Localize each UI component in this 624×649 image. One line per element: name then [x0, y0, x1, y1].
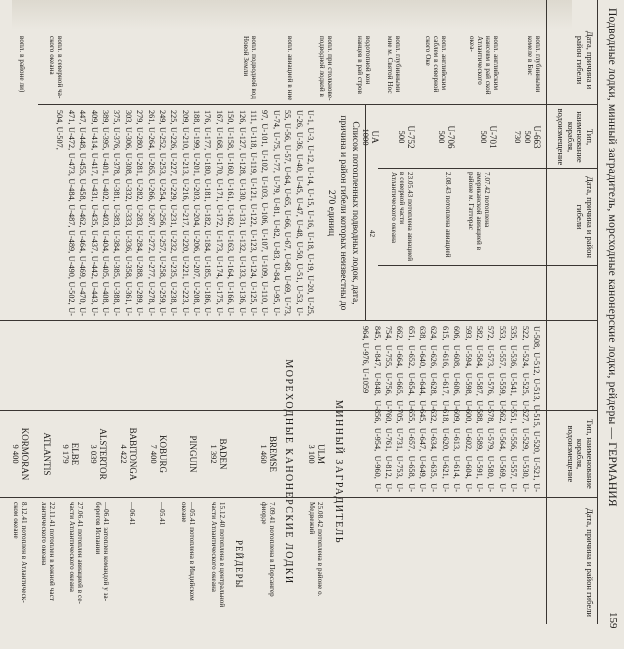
ship-tons-2: 730 — [512, 130, 523, 144]
table-row — [512, 108, 542, 166]
ship-name: UA — [370, 130, 380, 144]
page-number: 159 — [607, 612, 619, 629]
ship-tons: 7 400 — [148, 444, 159, 464]
ship-name: KOBURG — [158, 434, 168, 473]
running-title: Подводные лодки, минный заградитель, морcходные канонерские лодки, рейдеры — ГЕРМАНИЯ — [606, 8, 618, 507]
ship-fate: 7.07.42 потоплена американской авиацией в районе м. Гаттерас — [466, 172, 491, 251]
ship-tons: 1 392 — [208, 444, 219, 464]
header-ship-left: Тип, наименование корабля, водоизмещение — [556, 108, 595, 166]
ship-tons: 9 179 — [60, 444, 71, 464]
page-shadow — [12, 0, 572, 30]
column-rule-4 — [0, 320, 598, 321]
table-header-rule — [546, 0, 547, 624]
ship-tons: 1 460 — [258, 444, 269, 464]
ship-fate: 42 — [368, 230, 376, 238]
ship-name: U-663 — [532, 125, 542, 149]
left-fate-6: вопл. при столкнове- подводной лодкой в — [317, 36, 334, 101]
ship-name: PINGUIN — [188, 435, 198, 473]
ship-tons: 3 100 — [306, 444, 317, 464]
table-row — [436, 108, 456, 166]
ship-fate: —05.41 потоплена в Индийском океане — [179, 502, 196, 601]
header-ship-right: Тип, наименование корабля, водоизмещение — [565, 419, 595, 489]
left-fate-9: вопл. в северной ча- ского океана — [47, 36, 64, 99]
column-rule-2 — [378, 168, 598, 169]
left-fate-4: вопл. глубинными мие м. Святой Нос — [385, 36, 402, 94]
ship-name: BREMSE — [268, 435, 278, 472]
left-fate-5: водотопной кон нанцев в рай стров — [355, 36, 372, 95]
ship-name: KORMORAN — [20, 427, 30, 481]
section-raiders: РЕЙДЕРЫ — [234, 540, 244, 589]
table-row — [118, 414, 138, 494]
ship-name: U-701 — [488, 125, 498, 149]
summary-rule — [365, 104, 366, 320]
ship-fate: —05.41 — [158, 502, 166, 526]
ship-tons: 3 039 — [88, 444, 99, 464]
ship-name: U-752 — [406, 125, 416, 149]
table-row — [188, 414, 198, 494]
left-fate-1: вопл. глубинными комеле в Бис — [525, 36, 542, 93]
table-row — [42, 414, 52, 494]
ship-name: ULM — [316, 444, 326, 464]
ship-fate: —06.41 затоплен командой у за- берегов Испании — [93, 502, 110, 602]
ship-fate: 7.09.41 потоплена в Порсангер фиорде — [259, 502, 276, 597]
ship-tons: 500 — [436, 130, 447, 144]
ship-tons: 500 — [478, 130, 489, 144]
ship-name: BADEN — [218, 438, 228, 470]
ship-fate: 23.05.43 потоплена авиацией в северной части Атлантического океана — [389, 172, 414, 262]
ship-tons: 1000 — [360, 128, 371, 146]
section-minelayer: МИННЫЙ ЗАГРАДИТЕЛЬ — [333, 399, 344, 545]
table-row — [478, 108, 498, 166]
ship-tons: 500 — [522, 130, 533, 144]
table-row — [360, 108, 380, 166]
ship-fate: —06.41 — [128, 502, 136, 526]
ship-fate: 22.11.41 потоплен в южной част лантического океана — [39, 502, 56, 601]
ship-fate: 8.12.41 потоплен в Атлантическ- ском океане — [11, 502, 28, 603]
ship-name: ALSTERTOR — [98, 428, 108, 480]
table-row — [60, 414, 80, 494]
table-row — [10, 414, 30, 494]
left-fate-10: вопл. в районе ли) — [18, 36, 26, 93]
right-u-list: U-508, U-512, U-513, U-515, U-520, U-521, U-522, U-524, U-525, U-527, U-529, U-530, U-535, U-536, U-541, U-551, U-556, U-557, U-553, U-557, U-559, U-562, U-564, U-569, U-572, U-573, U-576, U-578, U-579, U-580, U-582, U-584, U-587, U-588, U-589, U-591, U-593, U-594, U-598, U-600, U-602, U-604, U-606, U-608, U-606, U-609, U-613, U-614, U-615, U-616, U-617, U-618, U-620, U-621, U-624, U-626, U-628, U-632, U-634, U-635, U-638, U-640, U-644, U-645, U-647, U-649, U-651, U-652, U-654, U-655, U-657, U-658, U-662, U-664, U-665, U-705, U-731, U-753, U-754, U-755, U-756, U-760, U-761, U-812, U-845, U-847, U-848, U-856, U-954, U-960, U-964, U-976, U-1059 — [361, 326, 541, 492]
section-gunboats: МОРЕХОДНЫЕ КАНОНЕРСКИЕ ЛОДКИ — [283, 359, 294, 585]
table-row — [306, 414, 326, 494]
column-rule-3 — [378, 265, 598, 266]
table-row — [258, 414, 278, 494]
table-row — [88, 414, 108, 494]
left-fate-3: вопл. английским саблем в северной ского Оке — [423, 36, 448, 93]
summary-list: U-1, U-3, U-12, U-14, U-15, U-16, U-18, U-19, U-20, U-25, U-26, U-36, U-40, U-45, U-47, U-48, U-50, U-51, U-53, U-55, U-56, U-57, U-64, U-65, U-66, U-67, U-68, U-69, U-73, U-74, U-75, U-77, U-79, U-81, U-82, U-83, U-84, U-95, U-97, U-101, U-102, U-103, U-106, U-107, U-109, U-110, U-111, U-118, U-119, U-121, U-122, U-123, U-124, U-125, U-126, U-127, U-128, U-130, U-131, U-132, U-133, U-136, U-150, U-158, U-160, U-161, U-162, U-163, U-164, U-166, U-167, U-168, U-170, U-171, U-172, U-173, U-174, U-175, U-176, U-177, U-180, U-181, U-182, U-184, U-185, U-186, U-188, U-199, U-201, U-203, U-204, U-206, U-207, U-208, U-209, U-210, U-213, U-216, U-217, U-220, U-221, U-223, U-225, U-226, U-227, U-229, U-231, U-232, U-235, U-238, U-249, U-252, U-253, U-254, U-256, U-257, U-258, U-259, U-261, U-264, U-265, U-266, U-267, U-272, U-277, U-278, U-279, U-280, U-281, U-282, U-283, U-284, U-288, U-289, U-303, U-306, U-308, U-332, U-333, U-336, U-358, U-361, U-375, U-376, U-378, U-381, U-383, U-384, U-385, U-388, U-389, U-395, U-401, U-402, U-403, U-404, U-405, U-408, U-409, U-414, U-417, U-431, U-435, U-437, U-442, U-443, U-447, U-448, U-455, U-458, U-462, U-464, U-469, U-470, U-471, U-472, U-473, U-484, U-487, U-489, U-490, U-502, U-504, U-507, — [55, 110, 315, 316]
header-fate-right: Дата, причина и район гибели — [585, 508, 595, 617]
left-fate-2: вопл. английским нансевм в рай ской Атлантического океа- — [467, 36, 500, 95]
left-fate-7: вопл. авиацией в ние — [286, 36, 294, 101]
ship-fate: 25.08.42 потоплена в районе о. Медвежий — [307, 502, 324, 597]
header-fate-left: Дата, причина и район гибели — [575, 30, 595, 90]
ship-fate: 15.12.40 потоплена в центральной части Атлантического океана — [209, 502, 226, 608]
header-fate-mid: Дата, причина и район гибели — [575, 176, 595, 258]
summary-heading: Список потопленных подводных лодок, дата, причина и район гибели которых неизвестны до 270 единиц — [325, 115, 360, 311]
table-top-rule — [597, 0, 598, 624]
ship-tons: 500 — [396, 130, 407, 144]
ship-tons: 4 422 — [118, 444, 129, 464]
table-row — [148, 414, 168, 494]
column-rule-1 — [38, 104, 598, 105]
ship-name: ELBE — [70, 442, 80, 466]
ship-fate: 27.06.41 потоплен авиацией в се- части Атлантического океана — [67, 502, 84, 604]
ship-fate: 2.08.43 потоплена авиацией — [444, 172, 452, 258]
column-rule-6 — [0, 497, 598, 498]
ship-name: BABITONGA — [128, 427, 138, 481]
table-row — [396, 108, 416, 166]
ship-tons: 9 400 — [10, 444, 21, 464]
left-fate-8: вопл. подводной вод Новой Земли — [241, 36, 258, 99]
ship-name: U-706 — [446, 125, 456, 149]
table-row — [208, 414, 228, 494]
ship-name: ATLANTIS — [42, 432, 52, 476]
